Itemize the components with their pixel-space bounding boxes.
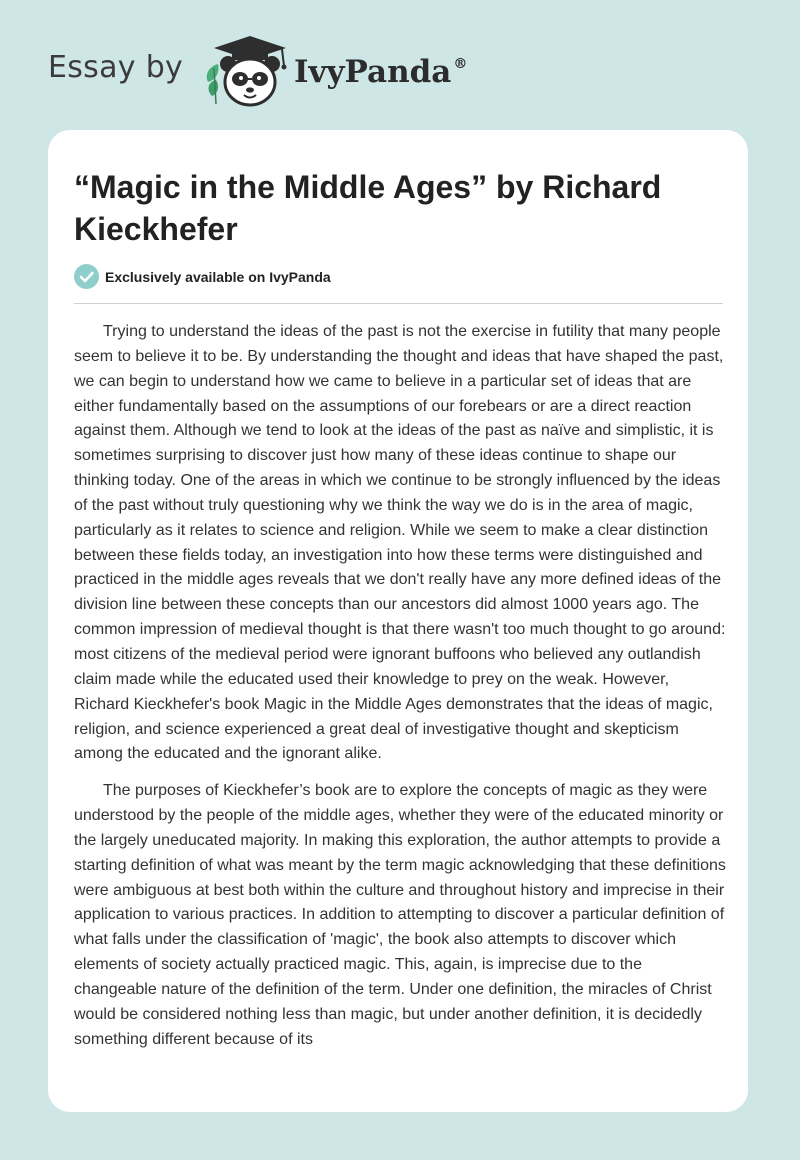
exclusive-label: Exclusively available on IvyPanda <box>105 269 331 285</box>
page-title: “Magic in the Middle Ages” by Richard Kieckhefer <box>74 169 662 247</box>
divider <box>74 303 723 304</box>
paragraph: Trying to understand the ideas of the past is not the exercise in futility that many people seem to believe it to be. By understanding the thought and ideas that have shaped the past, we can begin to understand how we came to believe in a particular set of ideas that are either fundamentally based on the assumptions of our forebears or are a direct reaction against them. Although we tend to look at the ideas of the past as naïve and simplistic, it is sometimes surprising to discover just how many of these ideas continue to shape our thinking today. One of the areas in which we continue to be strongly influenced by the ideas of the past without truly questioning why we think the way we do is in the area of magic, particularly as it relates to science and religion. While we seem to make a clear distinction between these fields today, an investigation into how these terms were distinguished and practiced in the middle ages reveals that we don't really have any more defined ideas of the division line between these concepts than our ancestors did almost 1000 years ago. The common impression of medieval thought is that there wasn't too much thought to go around: most citizens of the medieval period were ignorant buffoons who believed any outlandish claim made while the educated used their knowledge to prey on the weak. However, Richard Kieckhefer's book Magic in the Middle Ages demonstrates that the ideas of magic, religion, and science experienced a great deal of investigative thought and skepticism among the educated and the ignorant alike. <box>74 323 726 763</box>
site-header <box>48 28 768 108</box>
panda-logo-icon[interactable] <box>202 34 292 108</box>
brand-name[interactable]: IvyPanda ® <box>294 54 468 90</box>
registered-mark: ® <box>453 56 468 72</box>
essay-card <box>48 130 748 1112</box>
paragraph: The purposes of Kieckhefer’s book are to explore the concepts of magic as they were understood by the people of the middle ages, whether they were of the educated minority or the largely uneducated majority. In making this exploration, the author attempts to provide a starting definition of what was meant by the term magic acknowledging that these definitions were ambiguous at best both within the culture and throughout history and imprecise in their application to various practices. In addition to attempting to discover a particular definition of what falls under the classification of 'magic', the book also attempts to discover which elements of society actually practiced magic. This, again, is imprecise due to the changeable nature of the definition of the term. Under one definition, the miracles of Christ would be considered nothing less than magic, but under another definition, it is decidedly something different because of its <box>74 782 726 1048</box>
essay-by-label: Essay by <box>48 50 184 85</box>
essay-body <box>74 320 726 1064</box>
check-circle-icon <box>74 264 99 289</box>
